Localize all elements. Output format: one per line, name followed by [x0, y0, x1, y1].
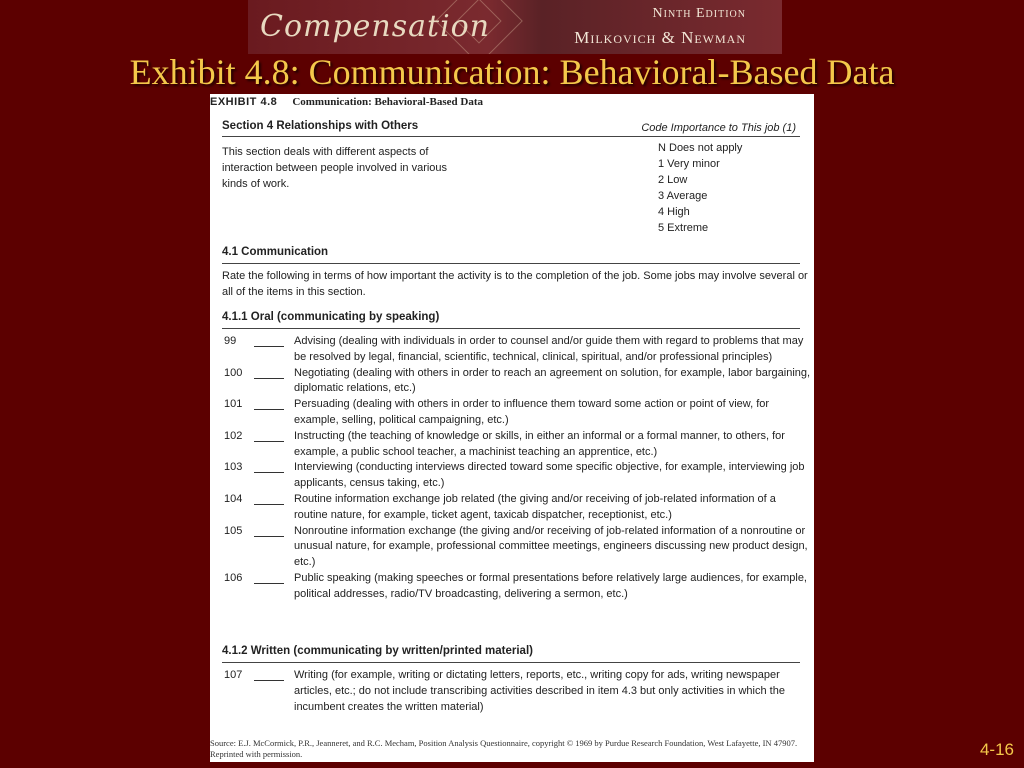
written-item-list — [222, 668, 812, 715]
exhibit-header — [210, 94, 814, 110]
page-number: 4-16 — [979, 740, 1014, 759]
item-number: 101 — [224, 398, 243, 411]
item-number: 100 — [224, 366, 243, 379]
importance-scale — [658, 140, 742, 236]
source-citation: Source: E.J. McCormick, P.R., Jeanneret, and R.C. Mecham, Position Analysis Questionnaire, copyright © 1969 by Purdue Research Foundation, West Lafayette, IN 47907. Reprinted with permission. — [210, 738, 798, 759]
section-heading: Section 4 Relationships with Others — [222, 120, 419, 132]
item-text: Persuading (dealing with others in order to influence them toward some action or point of view, for example, selling, political campaigning, etc.) — [294, 398, 770, 426]
divider — [222, 662, 800, 663]
item-text: Interviewing (conducting interviews directed toward some specific objective, for example, interviewing job applicants, census taking, etc.) — [294, 461, 805, 490]
code-importance-label: Code Importance to This job (1) — [641, 122, 796, 134]
divider — [222, 136, 800, 137]
questionnaire-item — [222, 366, 812, 398]
exhibit-number: EXHIBIT 4.8 — [210, 96, 278, 108]
item-text: Negotiating (dealing with others in order to reach an agreement on solution, for example, labor bargaining, diplomatic relations, etc.) — [294, 366, 811, 395]
subheading-oral: 4.1.1 Oral (communicating by speaking) — [222, 311, 440, 323]
questionnaire-item — [222, 334, 812, 366]
rating-instructions: Rate the following in terms of how important the activity is to the completion of the job. Some jobs may involve several or all of the items in this section. — [222, 270, 808, 298]
questionnaire-item — [222, 668, 812, 715]
item-text: Instructing (the teaching of knowledge or skills, in either an informal or a formal manner, to others, for example, a public school teacher, a machinist teaching an apprentice, etc.) — [294, 429, 785, 458]
header-banner — [248, 0, 782, 54]
divider — [222, 263, 800, 264]
questionnaire-item — [222, 429, 812, 461]
item-number: 103 — [224, 461, 243, 474]
divider — [222, 328, 800, 329]
item-text: Routine information exchange job related (the giving and/or receiving of job-related information of a routine nature, for example, ticket agent, taxicab dispatcher, receptionist, etc.) — [294, 492, 776, 521]
subheading-written: 4.1.2 Written (communicating by written/printed material) — [222, 645, 533, 657]
rating-blank — [252, 429, 288, 461]
oral-item-list — [222, 334, 812, 603]
rating-blank — [252, 492, 288, 524]
rating-blank — [252, 524, 288, 571]
scale-option: 1 Very minor — [658, 158, 720, 170]
rating-blank — [252, 571, 288, 603]
brand-logo: Compensation — [260, 9, 491, 44]
scale-option: 5 Extreme — [658, 222, 709, 234]
subheading-communication: 4.1 Communication — [222, 246, 329, 258]
authors-label: Milkovich & Newman — [574, 28, 746, 47]
rating-blank — [252, 366, 288, 398]
item-number: 105 — [224, 524, 243, 537]
rating-blank — [252, 460, 288, 492]
scale-option: 3 Average — [658, 190, 708, 202]
item-number: 99 — [224, 335, 237, 347]
edition-label: Ninth Edition — [652, 6, 746, 21]
questionnaire-item — [222, 524, 812, 571]
questionnaire-item — [222, 460, 812, 492]
exhibit-document — [210, 94, 814, 762]
slide-title: Exhibit 4.8: Communication: Behavioral-Based Data — [129, 52, 895, 92]
questionnaire-item — [222, 492, 812, 524]
item-number: 104 — [224, 492, 243, 505]
item-text: Advising (dealing with individuals in order to counsel and/or guide them with regard to problems that may be resolved by legal, financial, scientific, technical, clinical, spiritual, and/or professional principles) — [294, 335, 804, 363]
scale-option: 2 Low — [658, 174, 688, 186]
item-number: 106 — [224, 571, 243, 584]
questionnaire-item — [222, 397, 812, 429]
exhibit-title: Communication: Behavioral-Based Data — [292, 96, 483, 108]
item-text: Writing (for example, writing or dictating letters, reports, etc., writing copy for ads, writing newspaper articles, etc.; do not include transcribing activities described in item 4.3 but only activities in which the incumbent creates the written material) — [294, 669, 785, 713]
item-text: Public speaking (making speeches or formal presentations before relatively large audiences, for example, political addresses, radio/TV broadcasting, delivering a sermon, etc.) — [294, 571, 807, 600]
rating-blank — [252, 397, 288, 429]
scale-option: N Does not apply — [658, 142, 743, 154]
item-text: Nonroutine information exchange (the giving and/or receiving of job-related information of a nonroutine or unusual nature, for example, professional committee meetings, engineers discussing new product design, etc.) — [294, 524, 808, 569]
section-intro: This section deals with different aspects of interaction between people involved in various kinds of work. — [222, 146, 448, 190]
item-number: 102 — [224, 429, 243, 442]
questionnaire-item — [222, 571, 812, 603]
rating-blank — [252, 668, 288, 715]
item-number: 107 — [224, 669, 243, 681]
rating-blank — [252, 334, 288, 366]
scale-option: 4 High — [658, 206, 690, 218]
